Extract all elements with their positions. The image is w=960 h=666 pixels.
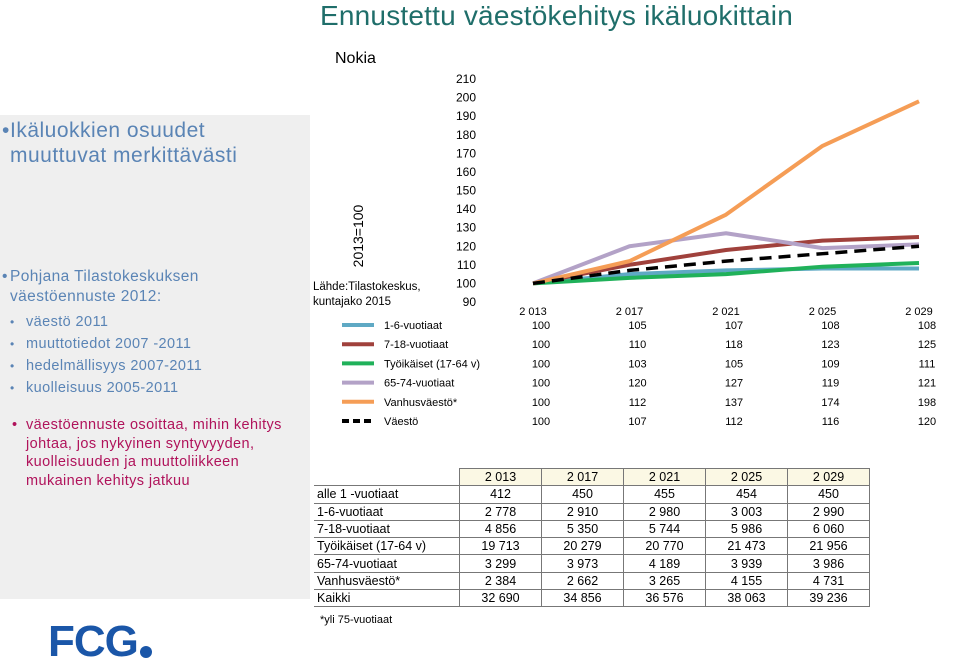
data-label: 100 bbox=[531, 358, 551, 371]
x-category-label: 2 029 bbox=[905, 306, 933, 318]
sidebar-sub-item: • muuttotiedot 2007 -2011 bbox=[10, 333, 300, 355]
legend-label: 65-74-vuotiaat bbox=[384, 377, 455, 390]
data-label: 121 bbox=[917, 377, 937, 390]
y-tick-label: 210 bbox=[455, 72, 476, 86]
table-header-cell: 2 025 bbox=[706, 469, 788, 486]
table-cell: 5 986 bbox=[706, 520, 788, 537]
data-label: 120 bbox=[628, 377, 647, 390]
table-cell: 36 576 bbox=[624, 590, 706, 607]
table-row bbox=[314, 590, 870, 607]
table-header-cell: 2 017 bbox=[542, 469, 624, 486]
sidebar-sub-item: • kuolleisuus 2005-2011 bbox=[10, 377, 300, 399]
fcg-logo: FCG bbox=[48, 617, 138, 666]
data-label: 108 bbox=[917, 320, 937, 332]
table-cell: 4 856 bbox=[460, 520, 542, 537]
row-label: alle 1 -vuotiaat bbox=[314, 486, 460, 503]
data-label: 123 bbox=[821, 339, 840, 352]
logo-dot-icon bbox=[140, 646, 152, 658]
data-label: 127 bbox=[724, 377, 744, 390]
data-label: 103 bbox=[628, 358, 647, 371]
table-cell: 5 350 bbox=[542, 520, 624, 537]
bullet-icon: • bbox=[12, 417, 18, 433]
sidebar-note-text: väestöennuste osoittaa, mihin kehitys johtaa, jos nykyinen syntyvyyden, kuolleisuuden ja muuttoliikkeen mukainen kehitys jatkuu bbox=[26, 417, 282, 489]
legend-label: Vanhusväestö* bbox=[384, 396, 458, 409]
table-cell: 412 bbox=[460, 486, 542, 503]
data-label: 105 bbox=[724, 358, 744, 371]
table-cell: 4 731 bbox=[788, 572, 870, 589]
table-row bbox=[314, 538, 870, 555]
table-cell: 39 236 bbox=[788, 590, 870, 607]
y-tick-label: 120 bbox=[455, 239, 476, 254]
table-cell: 2 980 bbox=[624, 503, 706, 520]
row-label: 7-18-vuotiaat bbox=[314, 520, 460, 537]
y-tick-label: 140 bbox=[455, 202, 476, 217]
data-label: 112 bbox=[725, 416, 743, 428]
table-cell: 20 279 bbox=[542, 538, 624, 555]
bullet-icon: • bbox=[2, 119, 10, 142]
data-label: 100 bbox=[531, 416, 551, 428]
source-note: Lähde:Tilastokeskus, kuntajako 2015 bbox=[313, 281, 421, 308]
data-label: 118 bbox=[725, 339, 743, 352]
y-tick-label: 170 bbox=[455, 146, 476, 161]
table-cell: 450 bbox=[542, 486, 624, 503]
table-cell: 34 856 bbox=[542, 590, 624, 607]
data-label: 100 bbox=[531, 396, 551, 409]
data-label: 120 bbox=[917, 416, 937, 428]
data-label: 108 bbox=[821, 320, 840, 332]
bullet-icon: • bbox=[2, 268, 8, 285]
table-header-row bbox=[314, 469, 870, 486]
y-tick-label: 160 bbox=[455, 164, 476, 179]
sidebar-intro-text: Pohjana Tilastokeskuksen väestöennuste 2012: bbox=[10, 268, 199, 305]
table-cell: 19 713 bbox=[460, 538, 542, 555]
table-cell: 3 939 bbox=[706, 555, 788, 572]
table-cell: 3 973 bbox=[542, 555, 624, 572]
table-cell: 3 299 bbox=[460, 555, 542, 572]
data-label: 116 bbox=[821, 416, 840, 428]
y-axis-label: 2013=100 bbox=[350, 204, 366, 268]
data-label: 100 bbox=[531, 320, 551, 332]
data-label: 119 bbox=[821, 377, 840, 390]
x-category-label: 2 025 bbox=[808, 306, 837, 318]
legend-label: 7-18-vuotiaat bbox=[384, 339, 449, 352]
table-row bbox=[314, 555, 870, 572]
y-tick-label: 200 bbox=[455, 90, 476, 105]
y-tick-label: 180 bbox=[455, 127, 476, 142]
table-row bbox=[314, 520, 870, 537]
data-label: 107 bbox=[724, 320, 744, 332]
row-label: 1-6-vuotiaat bbox=[314, 503, 460, 520]
data-label: 111 bbox=[918, 358, 936, 371]
table-cell: 450 bbox=[788, 486, 870, 503]
y-tick-label: 100 bbox=[455, 276, 476, 291]
table-cell: 32 690 bbox=[460, 590, 542, 607]
footnote: *yli 75-vuotiaat bbox=[320, 614, 393, 626]
sidebar-heading-text: Ikäluokkien osuudet muuttuvat merkittävästi bbox=[10, 119, 238, 167]
data-label: 100 bbox=[531, 339, 551, 352]
population-table bbox=[314, 468, 870, 607]
data-label: 100 bbox=[531, 377, 551, 390]
table-cell: 21 956 bbox=[788, 538, 870, 555]
row-label: Kaikki bbox=[314, 590, 460, 607]
x-category-label: 2 021 bbox=[712, 306, 740, 318]
table-cell: 2 778 bbox=[460, 503, 542, 520]
y-tick-label: 150 bbox=[455, 183, 476, 198]
table-cell: 38 063 bbox=[706, 590, 788, 607]
legend-label: Väestö bbox=[384, 416, 419, 428]
table-row bbox=[314, 486, 870, 503]
table-corner bbox=[314, 469, 460, 486]
chart-title: Nokia bbox=[335, 50, 376, 67]
table-cell: 20 770 bbox=[624, 538, 706, 555]
table-cell: 3 986 bbox=[788, 555, 870, 572]
table-cell: 455 bbox=[624, 486, 706, 503]
legend-label: Työikäiset (17-64 v) bbox=[384, 358, 480, 371]
data-label: 109 bbox=[821, 358, 840, 371]
y-tick-label: 130 bbox=[455, 220, 476, 235]
table-cell: 3 003 bbox=[706, 503, 788, 520]
sidebar-sub-item: • hedelmällisyys 2007-2011 bbox=[10, 355, 300, 377]
data-label: 125 bbox=[917, 339, 937, 352]
table-header-cell: 2 029 bbox=[788, 469, 870, 486]
data-label: 137 bbox=[724, 396, 744, 409]
table-cell: 2 990 bbox=[788, 503, 870, 520]
row-label: Työikäiset (17-64 v) bbox=[314, 538, 460, 555]
data-label: 110 bbox=[628, 339, 647, 352]
table-cell: 2 662 bbox=[542, 572, 624, 589]
sidebar-sub-item: • väestö 2011 bbox=[10, 311, 300, 333]
x-category-label: 2 017 bbox=[615, 306, 644, 318]
y-tick-label: 110 bbox=[456, 257, 476, 272]
y-tick-label: 90 bbox=[462, 295, 476, 309]
slide-title: Ennustettu väestökehitys ikäluokittain bbox=[320, 0, 793, 31]
table-cell: 2 910 bbox=[542, 503, 624, 520]
table-cell: 3 265 bbox=[624, 572, 706, 589]
table-cell: 4 189 bbox=[624, 555, 706, 572]
table-header-cell: 2 013 bbox=[460, 469, 542, 486]
data-label: 105 bbox=[628, 320, 647, 332]
data-label: 112 bbox=[628, 396, 647, 409]
table-header-cell: 2 021 bbox=[624, 469, 706, 486]
data-label: 107 bbox=[628, 416, 647, 428]
table-row bbox=[314, 503, 870, 520]
series-line-vanhusväestö- bbox=[533, 101, 919, 283]
table-cell: 4 155 bbox=[706, 572, 788, 589]
data-label: 174 bbox=[821, 396, 840, 409]
table-cell: 6 060 bbox=[788, 520, 870, 537]
row-label: Vanhusväestö* bbox=[314, 572, 460, 589]
table-row bbox=[314, 572, 870, 589]
y-tick-label: 190 bbox=[455, 109, 476, 124]
table-cell: 21 473 bbox=[706, 538, 788, 555]
x-category-label: 2 013 bbox=[519, 306, 547, 318]
row-label: 65-74-vuotiaat bbox=[314, 555, 460, 572]
legend-label: 1-6-vuotiaat bbox=[384, 320, 443, 332]
data-label: 198 bbox=[917, 396, 937, 409]
table-cell: 5 744 bbox=[624, 520, 706, 537]
table-cell: 2 384 bbox=[460, 572, 542, 589]
table-cell: 454 bbox=[706, 486, 788, 503]
